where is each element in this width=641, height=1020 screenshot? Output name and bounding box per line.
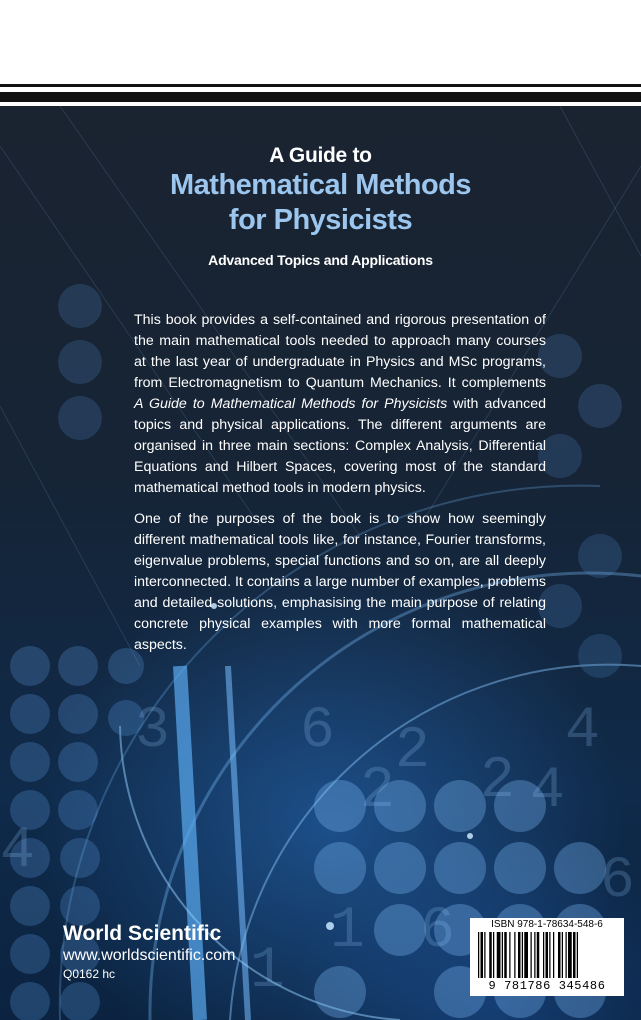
decor-digit: 1 — [250, 939, 285, 1004]
barcode-bar — [558, 932, 561, 978]
decor-digit: 6 — [420, 899, 455, 964]
blurb — [134, 310, 546, 666]
publisher-url: www.worldscientific.com — [63, 947, 236, 964]
decor-digit: 4 — [530, 759, 565, 824]
barcode-bar — [481, 932, 484, 978]
product-code: Q0162 hc — [63, 967, 116, 981]
barcode-bar — [566, 932, 567, 978]
decor-digit: 1 — [330, 899, 365, 964]
barcode-bar — [543, 932, 544, 978]
barcode-bar — [573, 932, 576, 978]
barcode-bar — [502, 932, 503, 978]
title-line-1: A Guide to — [269, 144, 372, 167]
barcode-bar — [484, 932, 485, 978]
decor-digit: 2 — [480, 749, 515, 814]
barcode-bar — [562, 932, 563, 978]
barcode-bar — [568, 932, 572, 978]
decor-digit: 6 — [300, 699, 335, 764]
barcode-bar — [514, 932, 515, 978]
barcode-bar — [489, 932, 492, 978]
barcode — [470, 918, 624, 996]
barcode-bars — [476, 932, 618, 978]
isbn-label: ISBN 978-1-78634-548-6 — [491, 919, 603, 930]
barcode-bar — [497, 932, 501, 978]
subtitle: Advanced Topics and Applications — [208, 252, 433, 268]
title-line-2: Mathematical Methods — [170, 169, 471, 201]
decor-digit: 4 — [0, 819, 35, 884]
barcode-bar — [577, 932, 578, 978]
barcode-bar — [534, 932, 535, 978]
barcode-bar — [493, 932, 494, 978]
blurb-text: with advanced topics and physical applications. The different arguments are organised in three main sections: Complex Analysis, Differential Equations and Hilbert Spaces, covering most of the standard mathematical method tools in modern physics. — [134, 396, 546, 496]
publisher-block — [63, 922, 235, 982]
barcode-bar — [531, 932, 532, 978]
decor-digit: 3 — [135, 699, 170, 764]
back-cover — [0, 106, 641, 1020]
blurb-paragraph-2: One of the purposes of the book is to show how seemingly different mathematical tools like, for instance, Fourier transforms, eigenvalue problems, special functions and so on, are all deeply interconnected. It contains a large number of examples, problems and detailed solutions, emphasising the main purpose of relating concrete physical examples with more formal mathematical aspects. — [134, 511, 546, 653]
thin-rule — [0, 84, 641, 87]
barcode-bar — [549, 932, 550, 978]
barcode-bar — [522, 932, 523, 978]
barcode-bar — [509, 932, 510, 978]
barcode-bar — [504, 932, 507, 978]
decor-digit: 2 — [395, 719, 430, 784]
blurb-paragraph-1 — [134, 310, 546, 499]
blurb-text: This book provides a self-contained and rigorous presentation of the main mathematical tools needed to approach many courses at the last year of undergraduate in Physics and MSc programs, from Electromagnetism to Quantum Mechanics. It complements — [134, 312, 546, 391]
barcode-digits: 9 781786 345486 — [488, 979, 606, 993]
barcode-bar — [478, 932, 479, 978]
decor-digit: 2 — [360, 759, 395, 824]
top-margin — [0, 0, 641, 84]
referenced-title: A Guide to Mathematical Methods for Physicists — [134, 396, 448, 412]
barcode-bar — [537, 932, 540, 978]
publisher-name: World Scientific — [63, 922, 222, 945]
title-block — [0, 144, 641, 268]
title-line-3: for Physicists — [228, 204, 413, 236]
decor-digit: 6 — [600, 849, 635, 914]
barcode-bar — [518, 932, 521, 978]
thick-rule — [0, 92, 641, 102]
decor-digit: 4 — [565, 699, 600, 764]
barcode-bar — [553, 932, 554, 978]
barcode-bar — [524, 932, 528, 978]
barcode-bar — [546, 932, 549, 978]
